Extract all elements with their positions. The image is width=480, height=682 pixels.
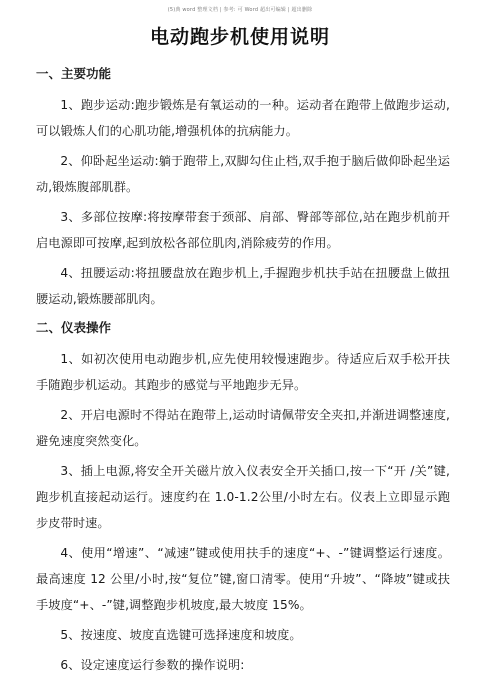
paragraph: 1、如初次使用电动跑步机,应先使用较慢速跑步。待适应后双手松开扶手随跑步机运动。其跑步的感觉与平地跑步无异。 <box>36 352 450 392</box>
paragraph: 1、跑步运动:跑步锻炼是有氧运动的一种。运动者在跑带上做跑步运动,可以锻炼人们的心肌功能,增强机体的抗病能力。 <box>36 98 450 138</box>
section-panel-operation <box>36 316 450 678</box>
document-body <box>36 62 450 682</box>
paragraph: 6、设定速度运行参数的操作说明: <box>60 658 245 672</box>
paragraph: 4、扭腰运动:将扭腰盘放在跑步机上,手握跑步机扶手站在扭腰盘上做扭腰运动,锻炼腰部肌肉。 <box>36 266 450 306</box>
paragraph: 3、多部位按摩:将按摩带套于颈部、肩部、臀部等部位,站在跑步机前开启电源即可按摩,起到放松各部位肌肉,消除疲劳的作用。 <box>36 210 450 250</box>
paragraph: 4、使用“增速”、“减速”键或使用扶手的速度“+、-”键调整运行速度。最高速度 12 公里/小时,按“复位”键,窗口清零。使用“升坡”、“降坡”键或扶手坡度“+、-”键,调整跑步机坡度,最大坡度 15%。 <box>36 546 450 612</box>
section-heading: 二、仪表操作 <box>36 320 112 335</box>
paragraph: 5、按速度、坡度直选键可选择速度和坡度。 <box>60 628 302 642</box>
section-main-functions <box>36 62 450 312</box>
header-note: (5)典 word 整理文档 | 参考: 可 Word 超出可编辑 | 超出删除 <box>167 7 313 13</box>
paragraph: 3、插上电源,将安全开关磁片放入仪表安全开关插口,按一下“开 /关”键,跑步机直接起动运行。速度约在 1.0-1.2公里/小时左右。仪表上立即显示跑步皮带时速。 <box>36 464 450 530</box>
paragraph: 2、仰卧起坐运动:躺于跑带上,双脚勾住止档,双手抱于脑后做仰卧起坐运动,锻炼腹部肌群。 <box>36 154 450 194</box>
paragraph: 2、开启电源时不得站在跑带上,运动时请佩带安全夹扣,并渐进调整速度,避免速度突然变化。 <box>36 408 450 448</box>
section-heading: 一、主要功能 <box>36 66 112 81</box>
document-title: 电动跑步机使用说明 <box>149 26 330 48</box>
